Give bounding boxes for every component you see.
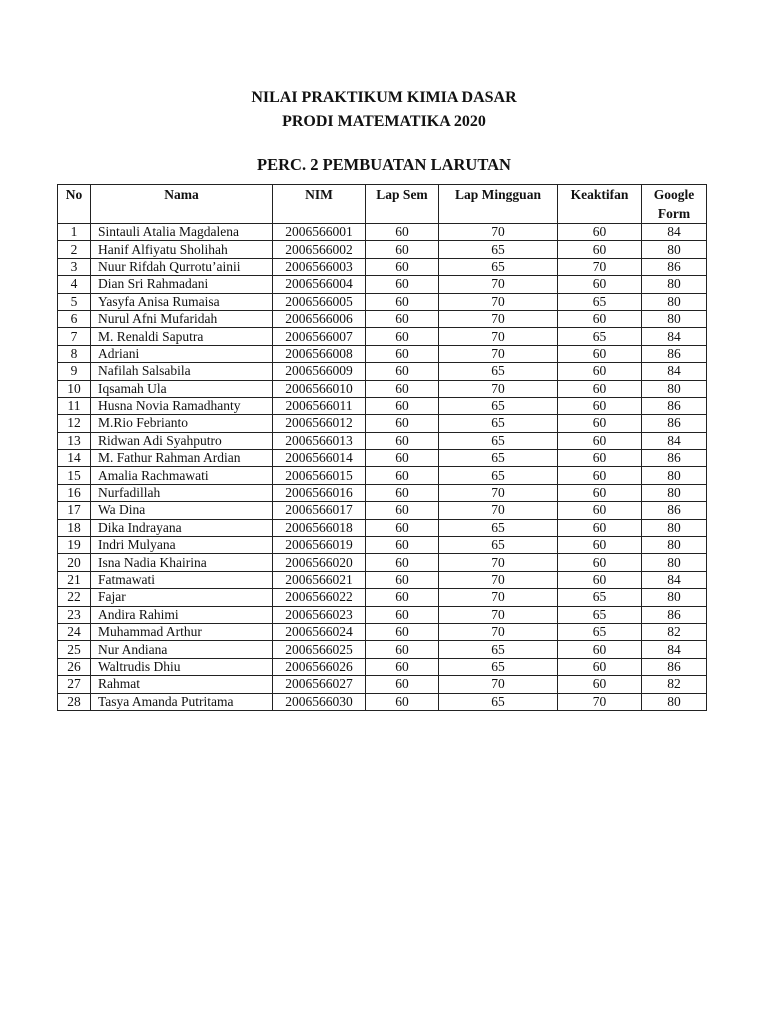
document-title: NILAI PRAKTIKUM KIMIA DASAR bbox=[251, 89, 517, 106]
cell-lap-sem: 60 bbox=[366, 484, 439, 501]
cell-google-form: 80 bbox=[642, 519, 707, 536]
cell-google-form: 84 bbox=[642, 641, 707, 658]
cell-nama: M.Rio Febrianto bbox=[91, 415, 273, 432]
cell-keaktifan: 60 bbox=[558, 310, 642, 327]
table-row bbox=[58, 397, 707, 414]
cell-lap-sem: 60 bbox=[366, 676, 439, 693]
table-row bbox=[58, 502, 707, 519]
cell-lap-sem: 60 bbox=[366, 571, 439, 588]
cell-lap-mingguan: 65 bbox=[439, 467, 558, 484]
cell-no: 27 bbox=[58, 676, 91, 693]
cell-nama: Nuur Rifdah Qurrotu’ainii bbox=[91, 258, 273, 275]
cell-no: 12 bbox=[58, 415, 91, 432]
cell-nama: Indri Mulyana bbox=[91, 537, 273, 554]
table-row bbox=[58, 589, 707, 606]
table-row bbox=[58, 658, 707, 675]
header-google-form-line1: Google bbox=[653, 187, 695, 202]
cell-nim: 2006566003 bbox=[273, 258, 366, 275]
cell-lap-mingguan: 70 bbox=[439, 554, 558, 571]
cell-keaktifan: 60 bbox=[558, 432, 642, 449]
cell-lap-mingguan: 70 bbox=[439, 484, 558, 501]
cell-google-form: 80 bbox=[642, 241, 707, 258]
cell-no: 17 bbox=[58, 502, 91, 519]
cell-no: 19 bbox=[58, 537, 91, 554]
cell-keaktifan: 65 bbox=[558, 293, 642, 310]
cell-keaktifan: 60 bbox=[558, 241, 642, 258]
cell-keaktifan: 60 bbox=[558, 467, 642, 484]
cell-google-form: 86 bbox=[642, 397, 707, 414]
cell-nama: Nur Andiana bbox=[91, 641, 273, 658]
cell-lap-sem: 60 bbox=[366, 693, 439, 710]
cell-nama: M. Fathur Rahman Ardian bbox=[91, 450, 273, 467]
cell-nim: 2006566027 bbox=[273, 676, 366, 693]
cell-lap-mingguan: 65 bbox=[439, 258, 558, 275]
header-no: No bbox=[58, 185, 91, 224]
cell-keaktifan: 65 bbox=[558, 623, 642, 640]
cell-keaktifan: 60 bbox=[558, 484, 642, 501]
cell-lap-mingguan: 65 bbox=[439, 241, 558, 258]
cell-lap-mingguan: 65 bbox=[439, 363, 558, 380]
cell-google-form: 86 bbox=[642, 258, 707, 275]
cell-lap-sem: 60 bbox=[366, 589, 439, 606]
cell-nim: 2006566025 bbox=[273, 641, 366, 658]
table-row bbox=[58, 224, 707, 241]
cell-lap-sem: 60 bbox=[366, 658, 439, 675]
cell-lap-sem: 60 bbox=[366, 397, 439, 414]
cell-nama: M. Renaldi Saputra bbox=[91, 328, 273, 345]
cell-lap-sem: 60 bbox=[366, 415, 439, 432]
cell-nama: Nafilah Salsabila bbox=[91, 363, 273, 380]
cell-lap-mingguan: 65 bbox=[439, 450, 558, 467]
table-row bbox=[58, 554, 707, 571]
cell-nim: 2006566018 bbox=[273, 519, 366, 536]
cell-nim: 2006566024 bbox=[273, 623, 366, 640]
table-row bbox=[58, 415, 707, 432]
cell-lap-mingguan: 70 bbox=[439, 676, 558, 693]
table-row bbox=[58, 606, 707, 623]
cell-lap-sem: 60 bbox=[366, 537, 439, 554]
cell-lap-sem: 60 bbox=[366, 328, 439, 345]
cell-no: 3 bbox=[58, 258, 91, 275]
cell-no: 11 bbox=[58, 397, 91, 414]
table-row bbox=[58, 328, 707, 345]
cell-google-form: 82 bbox=[642, 623, 707, 640]
table-row bbox=[58, 537, 707, 554]
cell-no: 16 bbox=[58, 484, 91, 501]
cell-nama: Andira Rahimi bbox=[91, 606, 273, 623]
grades-table bbox=[57, 184, 707, 711]
cell-nama: Sintauli Atalia Magdalena bbox=[91, 224, 273, 241]
cell-nim: 2006566005 bbox=[273, 293, 366, 310]
cell-lap-sem: 60 bbox=[366, 363, 439, 380]
header-keaktifan: Keaktifan bbox=[558, 185, 642, 224]
cell-nim: 2006566026 bbox=[273, 658, 366, 675]
cell-nama: Nurul Afni Mufaridah bbox=[91, 310, 273, 327]
cell-nim: 2006566019 bbox=[273, 537, 366, 554]
cell-nama: Yasyfa Anisa Rumaisa bbox=[91, 293, 273, 310]
table-row bbox=[58, 363, 707, 380]
cell-lap-sem: 60 bbox=[366, 467, 439, 484]
table-row bbox=[58, 676, 707, 693]
cell-lap-mingguan: 70 bbox=[439, 224, 558, 241]
cell-no: 9 bbox=[58, 363, 91, 380]
section-title: PERC. 2 PEMBUATAN LARUTAN bbox=[257, 155, 511, 174]
cell-nim: 2006566020 bbox=[273, 554, 366, 571]
cell-no: 7 bbox=[58, 328, 91, 345]
cell-keaktifan: 60 bbox=[558, 450, 642, 467]
cell-nim: 2006566015 bbox=[273, 467, 366, 484]
cell-lap-sem: 60 bbox=[366, 623, 439, 640]
cell-google-form: 80 bbox=[642, 380, 707, 397]
cell-nama: Dika Indrayana bbox=[91, 519, 273, 536]
table-row bbox=[58, 467, 707, 484]
cell-google-form: 80 bbox=[642, 484, 707, 501]
cell-google-form: 80 bbox=[642, 276, 707, 293]
cell-no: 20 bbox=[58, 554, 91, 571]
header-google-form-line2: Form bbox=[657, 206, 691, 221]
cell-nim: 2006566014 bbox=[273, 450, 366, 467]
cell-no: 28 bbox=[58, 693, 91, 710]
cell-lap-mingguan: 70 bbox=[439, 310, 558, 327]
table-row bbox=[58, 310, 707, 327]
cell-google-form: 86 bbox=[642, 502, 707, 519]
cell-google-form: 80 bbox=[642, 693, 707, 710]
cell-lap-mingguan: 65 bbox=[439, 537, 558, 554]
cell-lap-sem: 60 bbox=[366, 293, 439, 310]
table-row bbox=[58, 571, 707, 588]
cell-keaktifan: 60 bbox=[558, 571, 642, 588]
cell-no: 4 bbox=[58, 276, 91, 293]
cell-lap-mingguan: 65 bbox=[439, 415, 558, 432]
cell-lap-mingguan: 65 bbox=[439, 519, 558, 536]
cell-lap-mingguan: 70 bbox=[439, 606, 558, 623]
cell-keaktifan: 60 bbox=[558, 676, 642, 693]
cell-no: 15 bbox=[58, 467, 91, 484]
table-header-row bbox=[58, 185, 707, 224]
cell-nama: Waltrudis Dhiu bbox=[91, 658, 273, 675]
cell-lap-sem: 60 bbox=[366, 345, 439, 362]
table-row bbox=[58, 380, 707, 397]
cell-lap-sem: 60 bbox=[366, 450, 439, 467]
cell-no: 14 bbox=[58, 450, 91, 467]
cell-lap-sem: 60 bbox=[366, 224, 439, 241]
cell-nama: Wa Dina bbox=[91, 502, 273, 519]
cell-lap-mingguan: 70 bbox=[439, 571, 558, 588]
cell-nim: 2006566006 bbox=[273, 310, 366, 327]
cell-google-form: 86 bbox=[642, 658, 707, 675]
cell-keaktifan: 65 bbox=[558, 328, 642, 345]
cell-lap-mingguan: 70 bbox=[439, 293, 558, 310]
cell-keaktifan: 60 bbox=[558, 363, 642, 380]
cell-lap-mingguan: 70 bbox=[439, 380, 558, 397]
table-row bbox=[58, 450, 707, 467]
cell-google-form: 80 bbox=[642, 589, 707, 606]
cell-nama: Amalia Rachmawati bbox=[91, 467, 273, 484]
cell-lap-sem: 60 bbox=[366, 519, 439, 536]
cell-keaktifan: 60 bbox=[558, 641, 642, 658]
cell-no: 5 bbox=[58, 293, 91, 310]
cell-nim: 2006566004 bbox=[273, 276, 366, 293]
cell-nama: Hanif Alfiyatu Sholihah bbox=[91, 241, 273, 258]
cell-nama: Fatmawati bbox=[91, 571, 273, 588]
table-row bbox=[58, 276, 707, 293]
cell-lap-sem: 60 bbox=[366, 641, 439, 658]
table-row bbox=[58, 623, 707, 640]
cell-no: 21 bbox=[58, 571, 91, 588]
cell-nama: Isna Nadia Khairina bbox=[91, 554, 273, 571]
cell-no: 1 bbox=[58, 224, 91, 241]
cell-no: 6 bbox=[58, 310, 91, 327]
cell-keaktifan: 60 bbox=[558, 380, 642, 397]
cell-no: 25 bbox=[58, 641, 91, 658]
table-row bbox=[58, 258, 707, 275]
cell-keaktifan: 60 bbox=[558, 658, 642, 675]
header-google-form bbox=[642, 185, 707, 224]
cell-no: 23 bbox=[58, 606, 91, 623]
cell-lap-mingguan: 70 bbox=[439, 328, 558, 345]
cell-keaktifan: 65 bbox=[558, 589, 642, 606]
cell-keaktifan: 60 bbox=[558, 519, 642, 536]
cell-no: 18 bbox=[58, 519, 91, 536]
cell-google-form: 82 bbox=[642, 676, 707, 693]
cell-google-form: 84 bbox=[642, 432, 707, 449]
table-row bbox=[58, 641, 707, 658]
cell-nim: 2006566010 bbox=[273, 380, 366, 397]
table-row bbox=[58, 693, 707, 710]
cell-nama: Ridwan Adi Syahputro bbox=[91, 432, 273, 449]
cell-keaktifan: 60 bbox=[558, 276, 642, 293]
cell-no: 8 bbox=[58, 345, 91, 362]
cell-google-form: 84 bbox=[642, 224, 707, 241]
cell-keaktifan: 60 bbox=[558, 415, 642, 432]
table-row bbox=[58, 519, 707, 536]
cell-no: 13 bbox=[58, 432, 91, 449]
cell-google-form: 80 bbox=[642, 293, 707, 310]
cell-nim: 2006566023 bbox=[273, 606, 366, 623]
cell-keaktifan: 65 bbox=[558, 606, 642, 623]
table-row bbox=[58, 432, 707, 449]
cell-lap-mingguan: 70 bbox=[439, 589, 558, 606]
cell-keaktifan: 60 bbox=[558, 345, 642, 362]
header-nim: NIM bbox=[273, 185, 366, 224]
cell-lap-sem: 60 bbox=[366, 502, 439, 519]
cell-google-form: 86 bbox=[642, 415, 707, 432]
cell-nama: Rahmat bbox=[91, 676, 273, 693]
cell-google-form: 84 bbox=[642, 571, 707, 588]
cell-lap-mingguan: 70 bbox=[439, 345, 558, 362]
cell-lap-sem: 60 bbox=[366, 432, 439, 449]
cell-nim: 2006566008 bbox=[273, 345, 366, 362]
cell-lap-sem: 60 bbox=[366, 310, 439, 327]
cell-google-form: 80 bbox=[642, 554, 707, 571]
cell-lap-sem: 60 bbox=[366, 241, 439, 258]
cell-google-form: 80 bbox=[642, 310, 707, 327]
header-lap-sem: Lap Sem bbox=[366, 185, 439, 224]
cell-nim: 2006566013 bbox=[273, 432, 366, 449]
cell-no: 24 bbox=[58, 623, 91, 640]
cell-google-form: 86 bbox=[642, 450, 707, 467]
cell-nama: Fajar bbox=[91, 589, 273, 606]
cell-lap-mingguan: 65 bbox=[439, 693, 558, 710]
cell-keaktifan: 70 bbox=[558, 693, 642, 710]
header-lap-mingguan: Lap Mingguan bbox=[439, 185, 558, 224]
cell-nim: 2006566022 bbox=[273, 589, 366, 606]
cell-nama: Nurfadillah bbox=[91, 484, 273, 501]
cell-lap-mingguan: 65 bbox=[439, 432, 558, 449]
cell-nim: 2006566007 bbox=[273, 328, 366, 345]
table-row bbox=[58, 345, 707, 362]
table-row bbox=[58, 484, 707, 501]
cell-lap-mingguan: 70 bbox=[439, 276, 558, 293]
cell-lap-sem: 60 bbox=[366, 276, 439, 293]
table-row bbox=[58, 293, 707, 310]
cell-lap-mingguan: 65 bbox=[439, 658, 558, 675]
cell-no: 10 bbox=[58, 380, 91, 397]
cell-google-form: 86 bbox=[642, 345, 707, 362]
cell-lap-sem: 60 bbox=[366, 554, 439, 571]
cell-lap-mingguan: 70 bbox=[439, 502, 558, 519]
cell-google-form: 80 bbox=[642, 467, 707, 484]
cell-no: 26 bbox=[58, 658, 91, 675]
cell-lap-sem: 60 bbox=[366, 380, 439, 397]
cell-nim: 2006566001 bbox=[273, 224, 366, 241]
cell-keaktifan: 60 bbox=[558, 397, 642, 414]
header-nama: Nama bbox=[91, 185, 273, 224]
cell-nim: 2006566012 bbox=[273, 415, 366, 432]
cell-google-form: 84 bbox=[642, 363, 707, 380]
cell-lap-mingguan: 70 bbox=[439, 623, 558, 640]
cell-nim: 2006566021 bbox=[273, 571, 366, 588]
table-row bbox=[58, 241, 707, 258]
cell-keaktifan: 60 bbox=[558, 224, 642, 241]
cell-google-form: 80 bbox=[642, 537, 707, 554]
cell-nim: 2006566009 bbox=[273, 363, 366, 380]
cell-keaktifan: 60 bbox=[558, 537, 642, 554]
cell-no: 22 bbox=[58, 589, 91, 606]
cell-nim: 2006566002 bbox=[273, 241, 366, 258]
cell-no: 2 bbox=[58, 241, 91, 258]
cell-nim: 2006566011 bbox=[273, 397, 366, 414]
cell-google-form: 86 bbox=[642, 606, 707, 623]
cell-nama: Tasya Amanda Putritama bbox=[91, 693, 273, 710]
cell-nim: 2006566016 bbox=[273, 484, 366, 501]
cell-nama: Husna Novia Ramadhanty bbox=[91, 397, 273, 414]
cell-lap-sem: 60 bbox=[366, 606, 439, 623]
cell-google-form: 84 bbox=[642, 328, 707, 345]
cell-nim: 2006566030 bbox=[273, 693, 366, 710]
cell-lap-sem: 60 bbox=[366, 258, 439, 275]
cell-keaktifan: 60 bbox=[558, 554, 642, 571]
cell-nama: Iqsamah Ula bbox=[91, 380, 273, 397]
cell-nim: 2006566017 bbox=[273, 502, 366, 519]
cell-keaktifan: 70 bbox=[558, 258, 642, 275]
cell-lap-mingguan: 65 bbox=[439, 397, 558, 414]
cell-nama: Dian Sri Rahmadani bbox=[91, 276, 273, 293]
document-subtitle: PRODI MATEMATIKA 2020 bbox=[282, 113, 486, 130]
cell-nama: Muhammad Arthur bbox=[91, 623, 273, 640]
cell-lap-mingguan: 65 bbox=[439, 641, 558, 658]
cell-nama: Adriani bbox=[91, 345, 273, 362]
cell-keaktifan: 60 bbox=[558, 502, 642, 519]
